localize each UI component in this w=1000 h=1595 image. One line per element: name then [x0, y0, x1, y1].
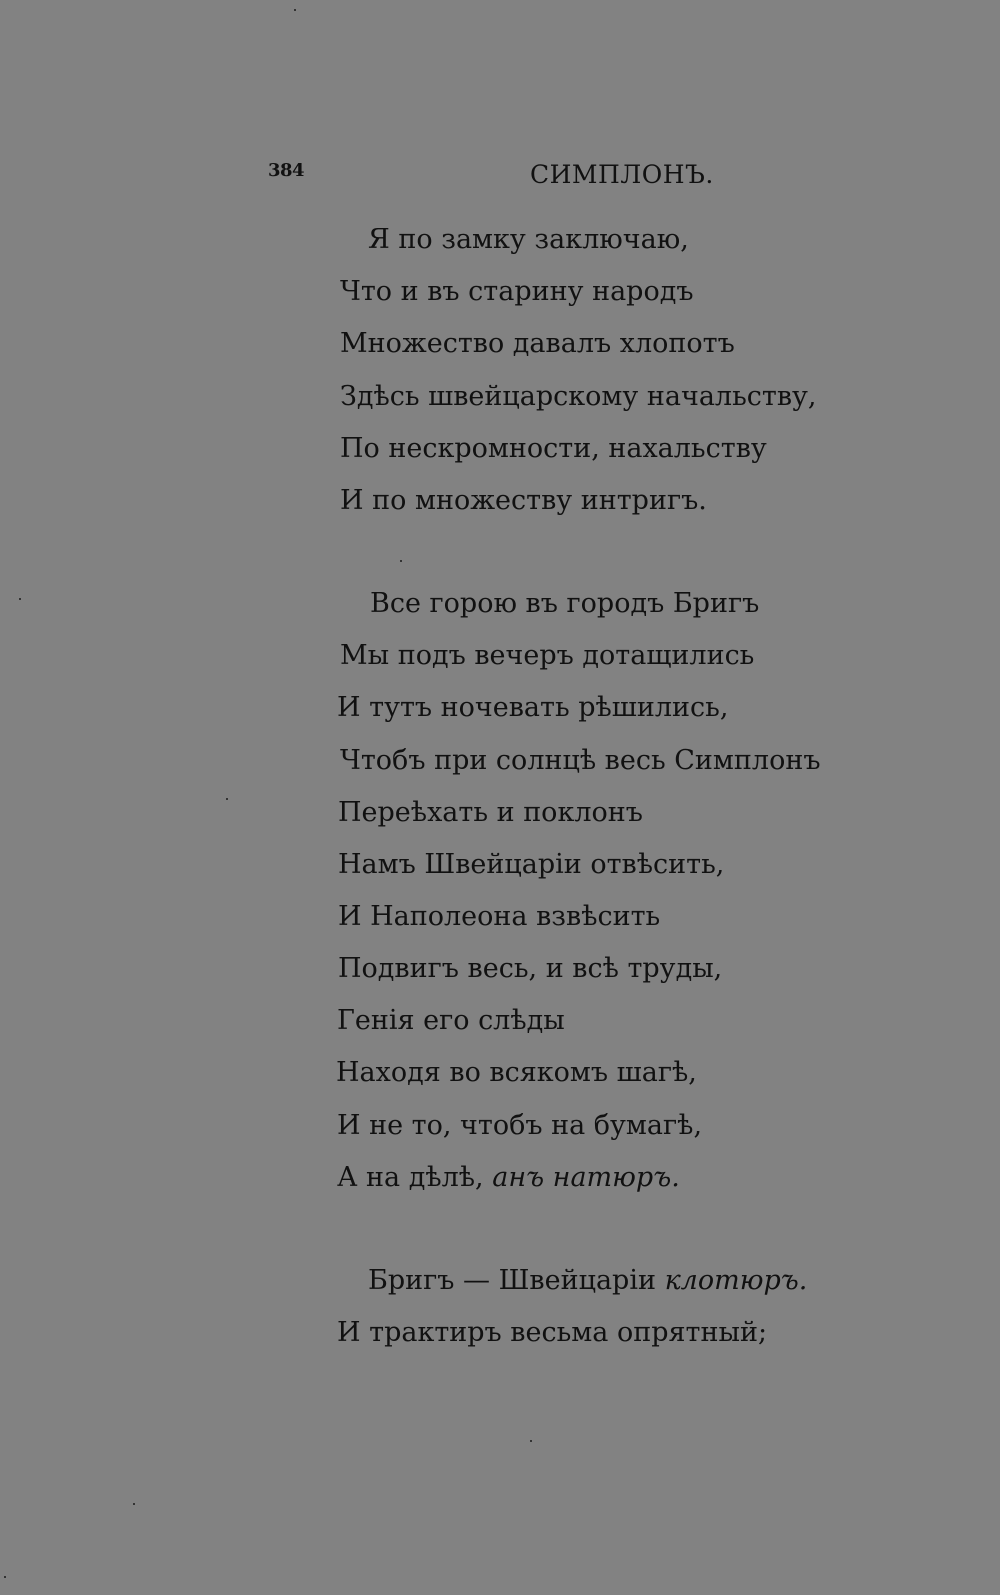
- italic-phrase: клотюръ.: [664, 1265, 808, 1296]
- scan-speck: [133, 1503, 135, 1505]
- verse-line: И по множеству интригъ.: [340, 485, 707, 516]
- verse-line: Генія его слѣды: [337, 1005, 565, 1036]
- verse-line: Мы подъ вечеръ дотащились: [340, 640, 755, 671]
- verse-line: Все горою въ городъ Бригъ: [370, 588, 760, 619]
- running-title: СИМПЛОНЪ.: [530, 160, 714, 189]
- page-number: 384: [268, 160, 305, 181]
- italic-phrase: анъ натюръ.: [492, 1162, 680, 1193]
- verse-line: Чтобъ при солнцѣ весь Симплонъ: [340, 745, 821, 776]
- verse-line: Намъ Швейцаріи отвѣсить,: [338, 849, 725, 880]
- verse-line: Переѣхать и поклонъ: [338, 797, 643, 828]
- verse-text: Бригъ — Швейцаріи: [368, 1265, 665, 1296]
- verse-line: Подвигъ весь, и всѣ труды,: [338, 953, 723, 984]
- verse-line: Здѣсь швейцарскому начальству,: [340, 381, 817, 412]
- verse-line: И не то, чтобъ на бумагѣ,: [337, 1110, 703, 1141]
- page-header: [0, 0, 1000, 200]
- verse-line: По нескромности, нахальству: [340, 433, 767, 464]
- verse-text: А на дѣлѣ,: [337, 1162, 493, 1193]
- verse-line: Я по замку заключаю,: [368, 224, 689, 255]
- scan-speck: [4, 1576, 6, 1578]
- verse-line: Что и въ старину народъ: [340, 276, 694, 307]
- scan-speck: [294, 9, 296, 11]
- verse-line: И тутъ ночевать рѣшились,: [337, 692, 729, 723]
- scan-speck: [530, 1440, 532, 1442]
- verse-line: И трактиръ весьма опрятный;: [337, 1317, 768, 1348]
- verse-line: [368, 1265, 807, 1297]
- scan-speck: [226, 798, 228, 800]
- verse-line: И Наполеона взвѣсить: [338, 901, 661, 932]
- verse-line: Находя во всякомъ шагѣ,: [336, 1057, 697, 1088]
- scan-speck: [400, 560, 402, 562]
- verse-line: [337, 1162, 680, 1194]
- scan-speck: [19, 598, 21, 600]
- verse-line: Множество давалъ хлопотъ: [340, 328, 735, 359]
